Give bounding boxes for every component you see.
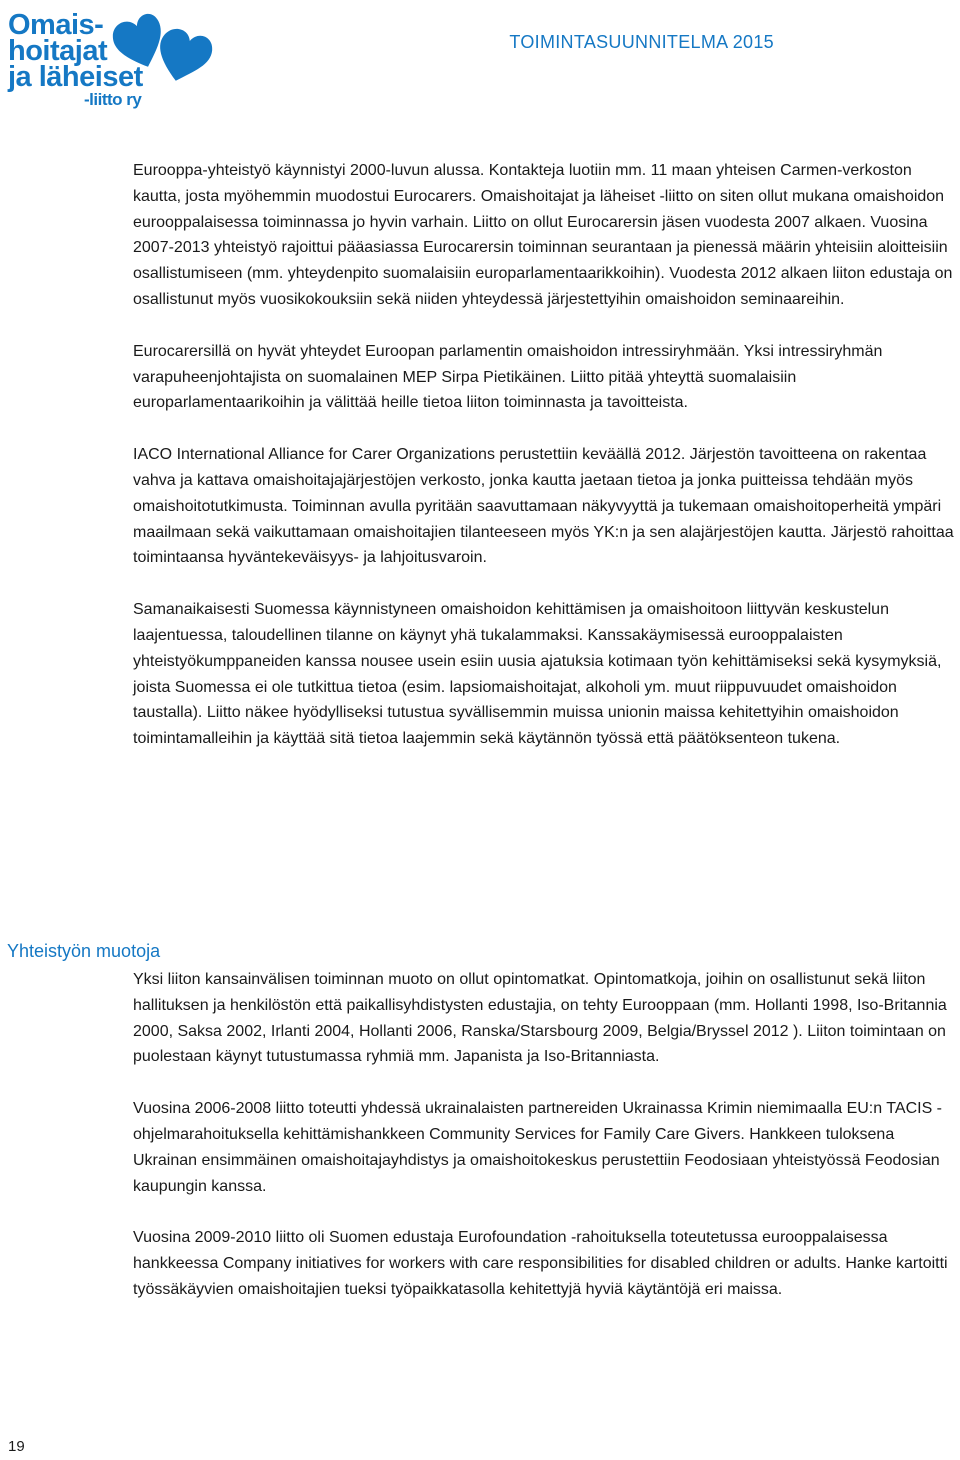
organization-logo	[6, 6, 216, 124]
paragraph-domestic-development: Samanaikaisesti Suomessa käynnistyneen omaishoidon kehittämisen ja omaishoitoon liittyvän keskustelun laajentuessa, taloudellinen tilanne on käynyt yhä tukalammaksi. Kanssakäymisessä eurooppalaisten yhteistyökumppaneiden kanssa nousee usein esiin uusia ajatuksia kotimaan työn kehittämiseksi sekä kysymyksiä, joista Suomessa ei ole tutkittua tietoa (esim. lapsiomaishoitajat, alkoholi ym. muut riippuvuudet omaishoidon taustalla). Liitto näkee hyödylliseksi tutustua syvällisemmin muissa unionin maissa kehitettyihin omaishoidon toimintamalleihin ja käyttää sitä tietoa laajemmin sekä käytännön työssä että päätöksenteon tukena.	[133, 601, 942, 748]
hearts-icon	[110, 6, 214, 84]
paragraph-ukraine-project: Vuosina 2006-2008 liitto toteutti yhdessä ukrainalaisten partnereiden Ukrainassa Krimin niemimaalla EU:n TACIS -ohjelmarahoituksella kehittämishankkeen Community Services for Family Care Givers. Hankkeen tuloksena Ukrainan ensimmäinen omaishoitajayhdistys ja omaishoitokeskus perustettiin Feodosiaan yhteistyössä Feodosian kaupungin kanssa.	[133, 1100, 943, 1195]
section-heading: Yhteistyön muotoja	[7, 941, 161, 961]
paragraph-study-trips: Yksi liiton kansainvälisen toiminnan muoto on ollut opintomatkat. Opintomatkoja, joihin on osallistunut sekä liiton hallituksen ja henkilöstön että paikallisyhdistysten edustajia, on tehty Eurooppaan (mm. Hollanti 1998, Iso-Britannia 2000, Saksa 2002, Irlanti 2004, Hollanti 2006, Ranska/Starsbourg 2009, Belgia/Bryssel 2012 ). Liiton toimintaan on puolestaan käynyt tutustumassa ryhmiä mm. Japanista ja Iso-Britanniasta.	[133, 971, 947, 1066]
document-title: TOIMINTASUUNNITELMA 2015	[509, 32, 774, 52]
paragraph-eurofoundation-project: Vuosina 2009-2010 liitto oli Suomen edustaja Eurofoundation -rahoituksella toteutetussa eurooppalaisessa hankkeessa Company initiatives for workers with care responsibilities for disabled children or adults. Hanke kartoitti työssäkäyvien omaishoitajien tueksi työpaikkatasolla kehitettyjä hyviä käytäntöjä eri maissa.	[133, 1229, 948, 1298]
body-text-section	[133, 967, 959, 1303]
page-number: 19	[8, 1438, 25, 1455]
logo-line-2: hoitajat	[8, 35, 108, 67]
paragraph-iaco: IACO International Alliance for Carer Organizations perustettiin keväällä 2012. Järjestön tavoitteena on rakentaa vahva ja kattava omaishoitajajärjestöjen verkosto, jonka kautta jaetaan tietoa ja jonka puitteissa tehdään myös omaishoitotutkimusta. Toiminnan avulla pyritään saavuttamaan näkyvyyttä ja tukemaan omaishoitoperheitä ympäri maailmaan sekä vaikuttamaan omaishoitajien tilanteeseen myös YK:n ja sen alajärjestöjen kautta. Järjestö rahoittaa toimintaansa hyväntekeväisyys- ja lahjoitusvaroin.	[133, 446, 954, 567]
body-text-top	[133, 158, 959, 752]
paragraph-eurocarers-history: Eurooppa-yhteistyö käynnistyi 2000-luvun alussa. Kontakteja luotiin mm. 11 maan yhteisen Carmen-verkoston kautta, josta myöhemmin muodostui Eurocarers. Omaishoitajat ja läheiset -liitto on siten ollut mukana omaishoidon eurooppalaisessa toiminnassa jo hyvin varhain. Liitto on ollut Eurocarersin jäsen vuodesta 2007 alkaen. Vuosina 2007-2013 yhteistyö rajoittui pääasiassa Eurocarersin toiminnan seurantaan ja pienessä määrin yhteisiin aloitteisiin osallistumiseen (mm. yhteydenpito suomalaisiin europarlamentaarikkoihin). Vuodesta 2012 alkaen liiton edustaja on osallistunut myös vuosikokouksiin sekä niiden yhteydessä järjestettyihin omaishoidon seminaareihin.	[133, 162, 953, 308]
logo-line-4: -liitto ry	[84, 90, 142, 109]
logo-line-3: ja läheiset	[8, 61, 143, 93]
paragraph-eurocarers-relations: Eurocarersillä on hyvät yhteydet Euroopan parlamentin omaishoidon intressiryhmään. Yksi intressiryhmän varapuheenjohtajista on suomalainen MEP Sirpa Pietikäinen. Liitto pitää yhteyttä suomalaisiin europarlamentaarikoihin ja välittää heille tietoa liiton toiminnasta ja tavoitteista.	[133, 342, 883, 412]
logo-line-1: Omais-	[8, 9, 104, 41]
